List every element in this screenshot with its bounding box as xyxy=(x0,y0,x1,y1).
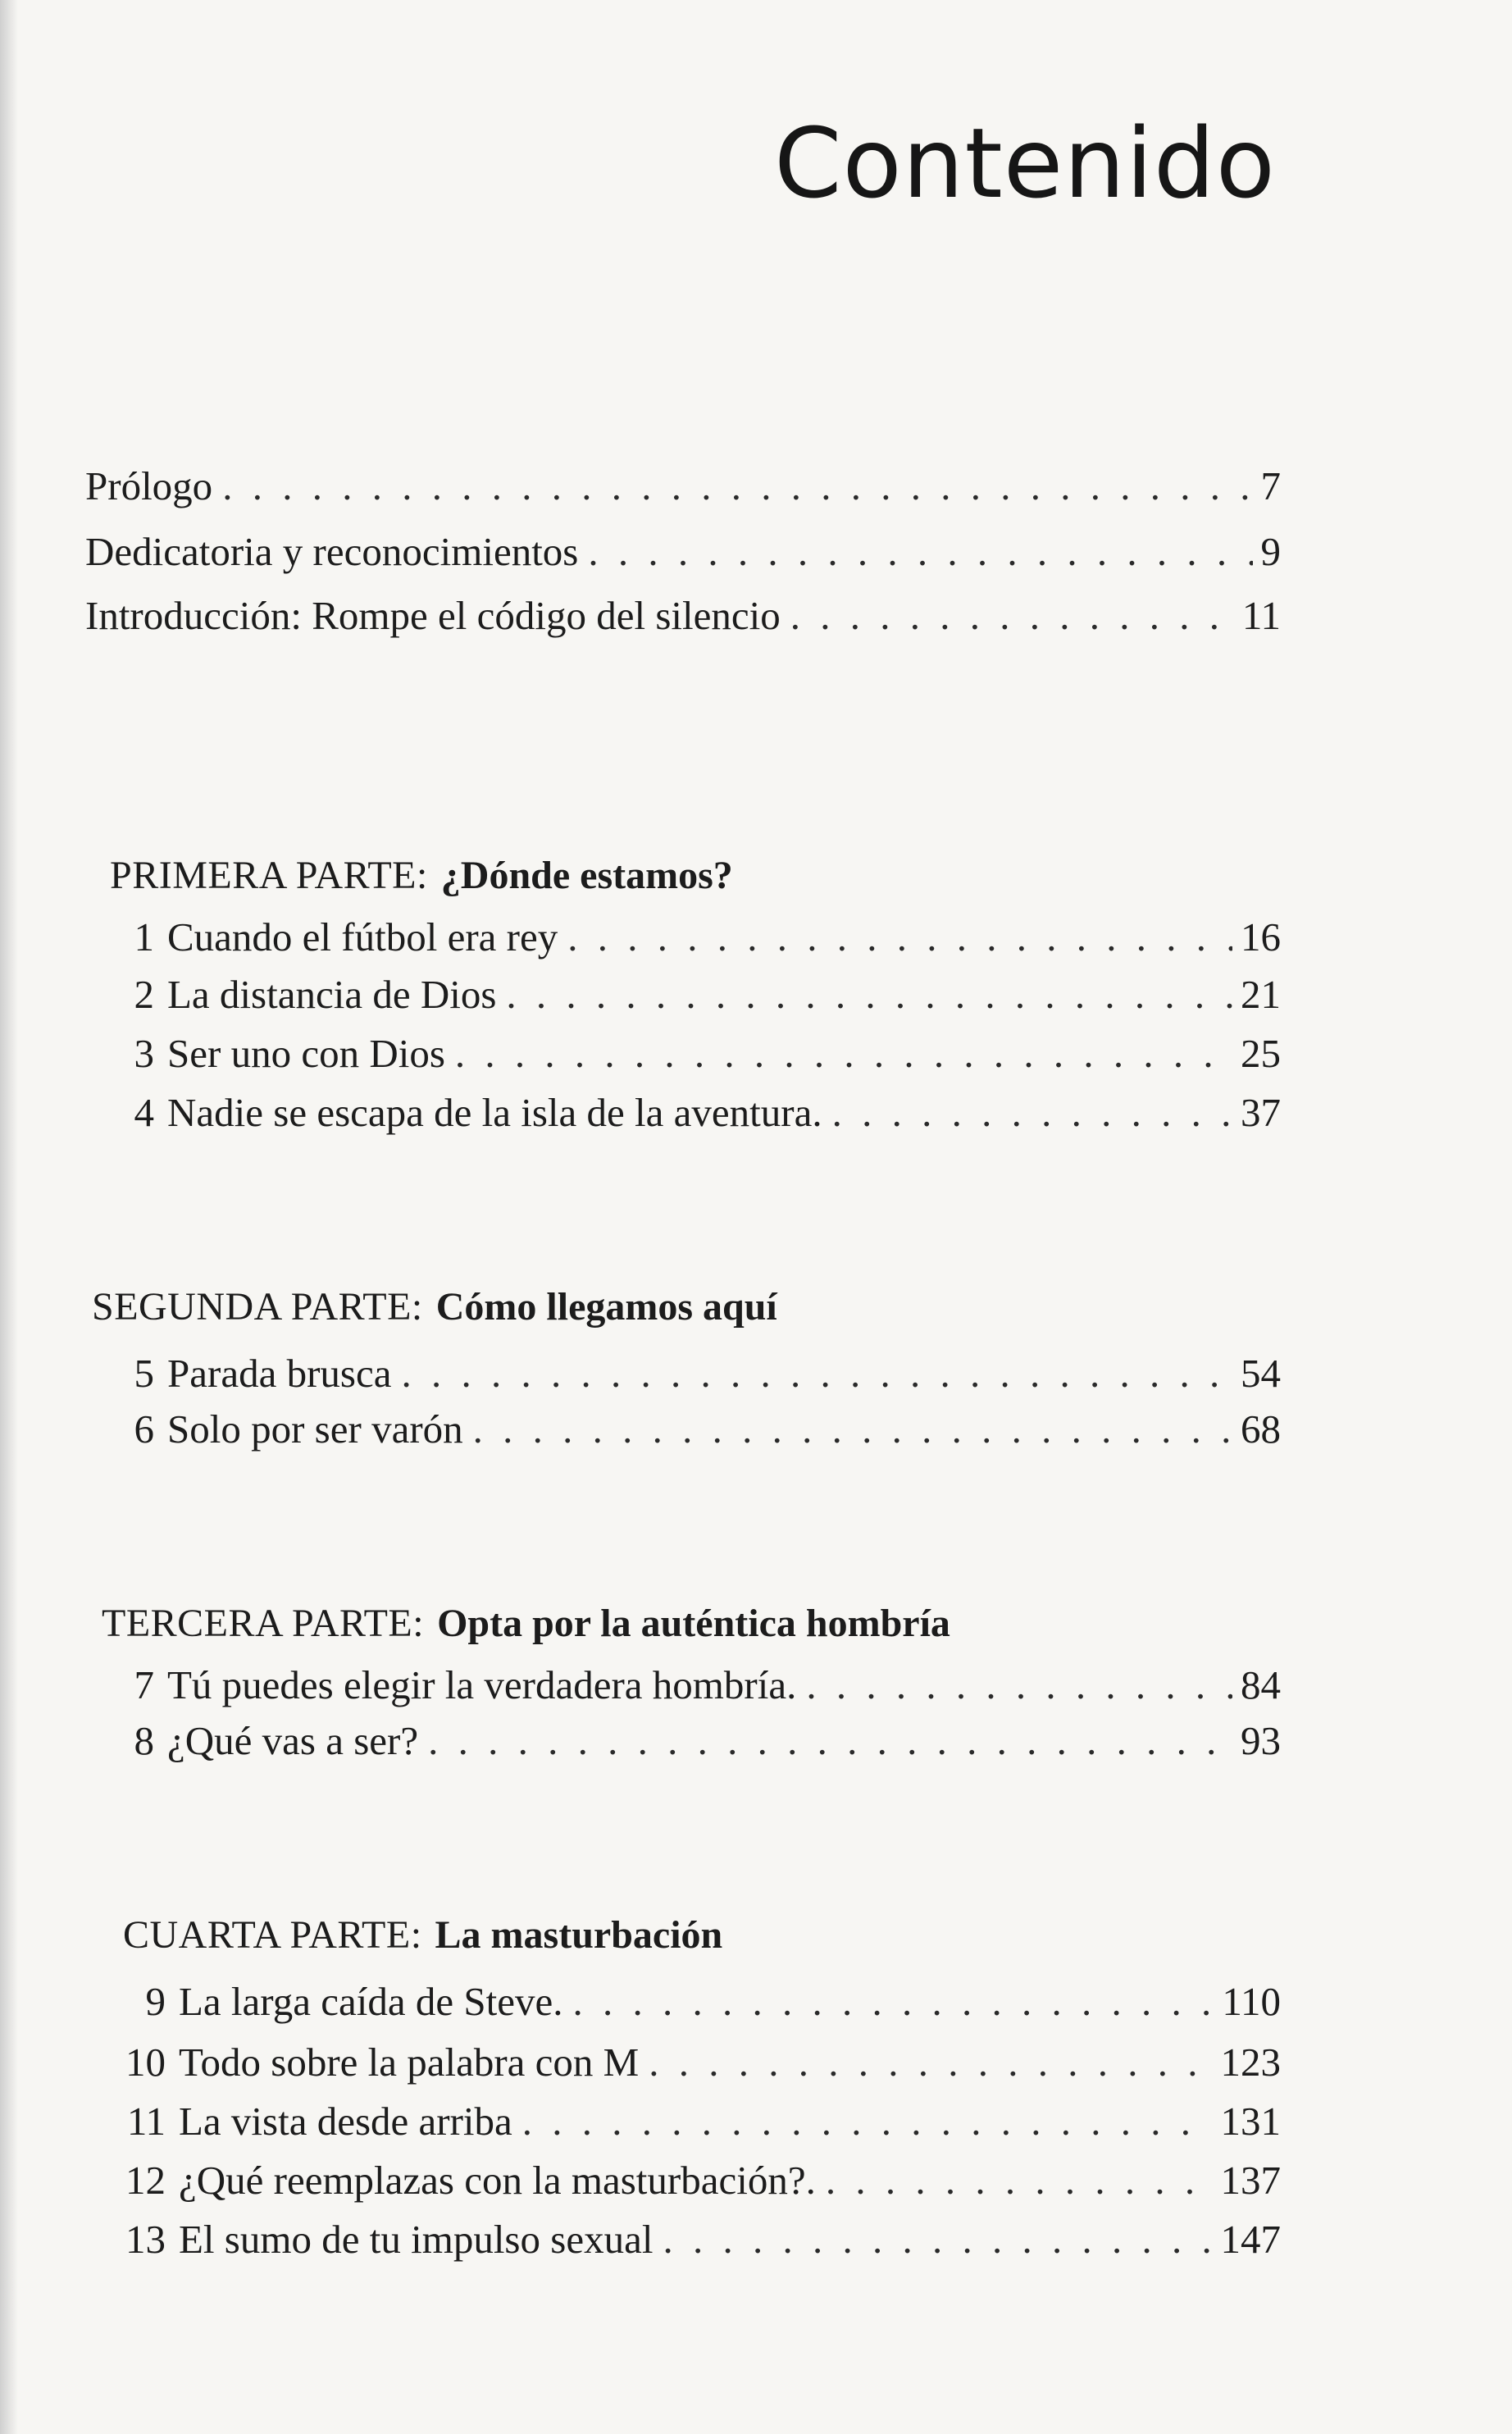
entry-title: El sumo de tu impulso sexual xyxy=(179,2217,654,2262)
chapter-number: 8 xyxy=(134,1718,154,1763)
entry-title: La vista desde arriba xyxy=(179,2099,512,2144)
toc-entry-chapter-8[interactable] xyxy=(120,1718,1281,1763)
chapter-number: 7 xyxy=(134,1662,154,1707)
dot-leader xyxy=(790,595,1234,636)
entry-title: Solo por ser varón xyxy=(167,1406,463,1452)
toc-entry-chapter-13[interactable] xyxy=(120,2217,1281,2262)
dot-leader xyxy=(832,1092,1232,1133)
entry-title: ¿Qué vas a ser? xyxy=(167,1718,419,1763)
page-title: Contenido xyxy=(774,107,1276,220)
entry-title: ¿Qué reemplazas con la masturbación?. xyxy=(179,2158,816,2203)
toc-entry-prologo[interactable] xyxy=(85,463,1281,508)
toc-entry-chapter-1[interactable] xyxy=(120,914,1281,959)
part-label: CUARTA PARTE: xyxy=(123,1913,422,1957)
dot-leader xyxy=(455,1033,1232,1073)
entry-title: Cuando el fútbol era rey xyxy=(167,914,558,959)
entry-title: Nadie se escapa de la isla de la aventura. xyxy=(167,1090,822,1135)
dot-leader xyxy=(572,1981,1214,2021)
part-heading-1 xyxy=(110,856,733,896)
entry-title: Introducción: Rompe el código del silencio xyxy=(85,593,781,638)
part-subtitle: Cómo llegamos aquí xyxy=(435,1285,777,1329)
chapter-number: 6 xyxy=(134,1406,154,1452)
entry-title: La larga caída de Steve. xyxy=(179,1979,563,2024)
entry-title: Ser uno con Dios xyxy=(167,1031,445,1076)
chapter-number: 4 xyxy=(134,1090,154,1135)
dot-leader xyxy=(506,974,1232,1014)
dot-leader xyxy=(806,1665,1232,1705)
toc-entry-chapter-2[interactable] xyxy=(120,972,1281,1017)
entry-page: 11 xyxy=(1241,593,1281,638)
entry-page: 9 xyxy=(1260,529,1281,574)
toc-entry-chapter-6[interactable] xyxy=(120,1406,1281,1452)
toc-entry-dedicatoria[interactable] xyxy=(85,531,1281,572)
part-heading-2 xyxy=(92,1285,777,1329)
dot-leader xyxy=(649,2042,1212,2082)
chapter-number: 9 xyxy=(145,1979,166,2024)
toc-entry-chapter-9[interactable] xyxy=(120,1979,1281,2024)
toc-entry-chapter-7[interactable] xyxy=(120,1662,1281,1707)
entry-title: Todo sobre la palabra con M xyxy=(179,2040,640,2085)
entry-page: 37 xyxy=(1241,1090,1281,1135)
dot-leader xyxy=(401,1353,1232,1393)
entry-page: 16 xyxy=(1241,914,1281,959)
chapter-number: 1 xyxy=(134,914,154,959)
entry-page: 21 xyxy=(1241,972,1281,1017)
entry-page: 25 xyxy=(1241,1031,1281,1076)
toc-entry-chapter-11[interactable] xyxy=(120,2099,1281,2144)
entry-page: 68 xyxy=(1241,1406,1281,1452)
dot-leader xyxy=(826,2160,1213,2200)
entry-page: 84 xyxy=(1241,1662,1281,1707)
entry-page: 147 xyxy=(1220,2217,1281,2262)
entry-page: 110 xyxy=(1222,1979,1281,2024)
chapter-number: 3 xyxy=(134,1031,154,1076)
entry-title: Dedicatoria y reconocimientos xyxy=(85,529,579,574)
toc-entry-chapter-12[interactable] xyxy=(120,2158,1281,2203)
chapter-number: 10 xyxy=(125,2040,166,2085)
entry-page: 54 xyxy=(1241,1351,1281,1396)
chapter-number: 12 xyxy=(125,2158,166,2203)
entry-page: 123 xyxy=(1220,2040,1281,2085)
chapter-number: 5 xyxy=(134,1351,154,1396)
toc-entry-chapter-10[interactable] xyxy=(120,2040,1281,2085)
toc-entry-introduccion[interactable] xyxy=(85,595,1281,636)
part-subtitle: ¿Dónde estamos? xyxy=(440,854,733,897)
entry-title: Tú puedes elegir la verdadera hombría. xyxy=(167,1662,797,1707)
chapter-number: 11 xyxy=(126,2099,166,2144)
dot-leader xyxy=(588,531,1252,572)
part-subtitle: La masturbación xyxy=(435,1913,723,1957)
toc-entry-chapter-5[interactable] xyxy=(120,1351,1281,1396)
part-label: PRIMERA PARTE: xyxy=(110,854,428,897)
dot-leader xyxy=(522,2101,1213,2141)
entry-page: 131 xyxy=(1220,2099,1281,2144)
part-heading-3 xyxy=(102,1604,950,1643)
page-edge-shadow xyxy=(0,0,18,2434)
part-label: SEGUNDA PARTE: xyxy=(92,1285,423,1329)
chapter-number: 2 xyxy=(134,972,154,1017)
entry-page: 137 xyxy=(1220,2158,1281,2203)
chapter-number: 13 xyxy=(125,2217,166,2262)
entry-title: Parada brusca xyxy=(167,1351,392,1396)
dot-leader xyxy=(222,466,1252,506)
entry-page: 93 xyxy=(1241,1718,1281,1763)
toc-entry-chapter-4[interactable] xyxy=(120,1092,1281,1133)
dot-leader xyxy=(473,1409,1232,1449)
entry-title: La distancia de Dios xyxy=(167,972,497,1017)
toc-entry-chapter-3[interactable] xyxy=(120,1031,1281,1076)
dot-leader xyxy=(428,1721,1232,1761)
entry-page: 7 xyxy=(1260,463,1281,508)
entry-title: Prólogo xyxy=(85,463,213,508)
part-heading-4 xyxy=(123,1913,723,1957)
part-label: TERCERA PARTE: xyxy=(102,1602,425,1645)
dot-leader xyxy=(567,917,1232,957)
part-subtitle: Opta por la auténtica hombría xyxy=(437,1602,950,1645)
dot-leader xyxy=(663,2219,1212,2259)
